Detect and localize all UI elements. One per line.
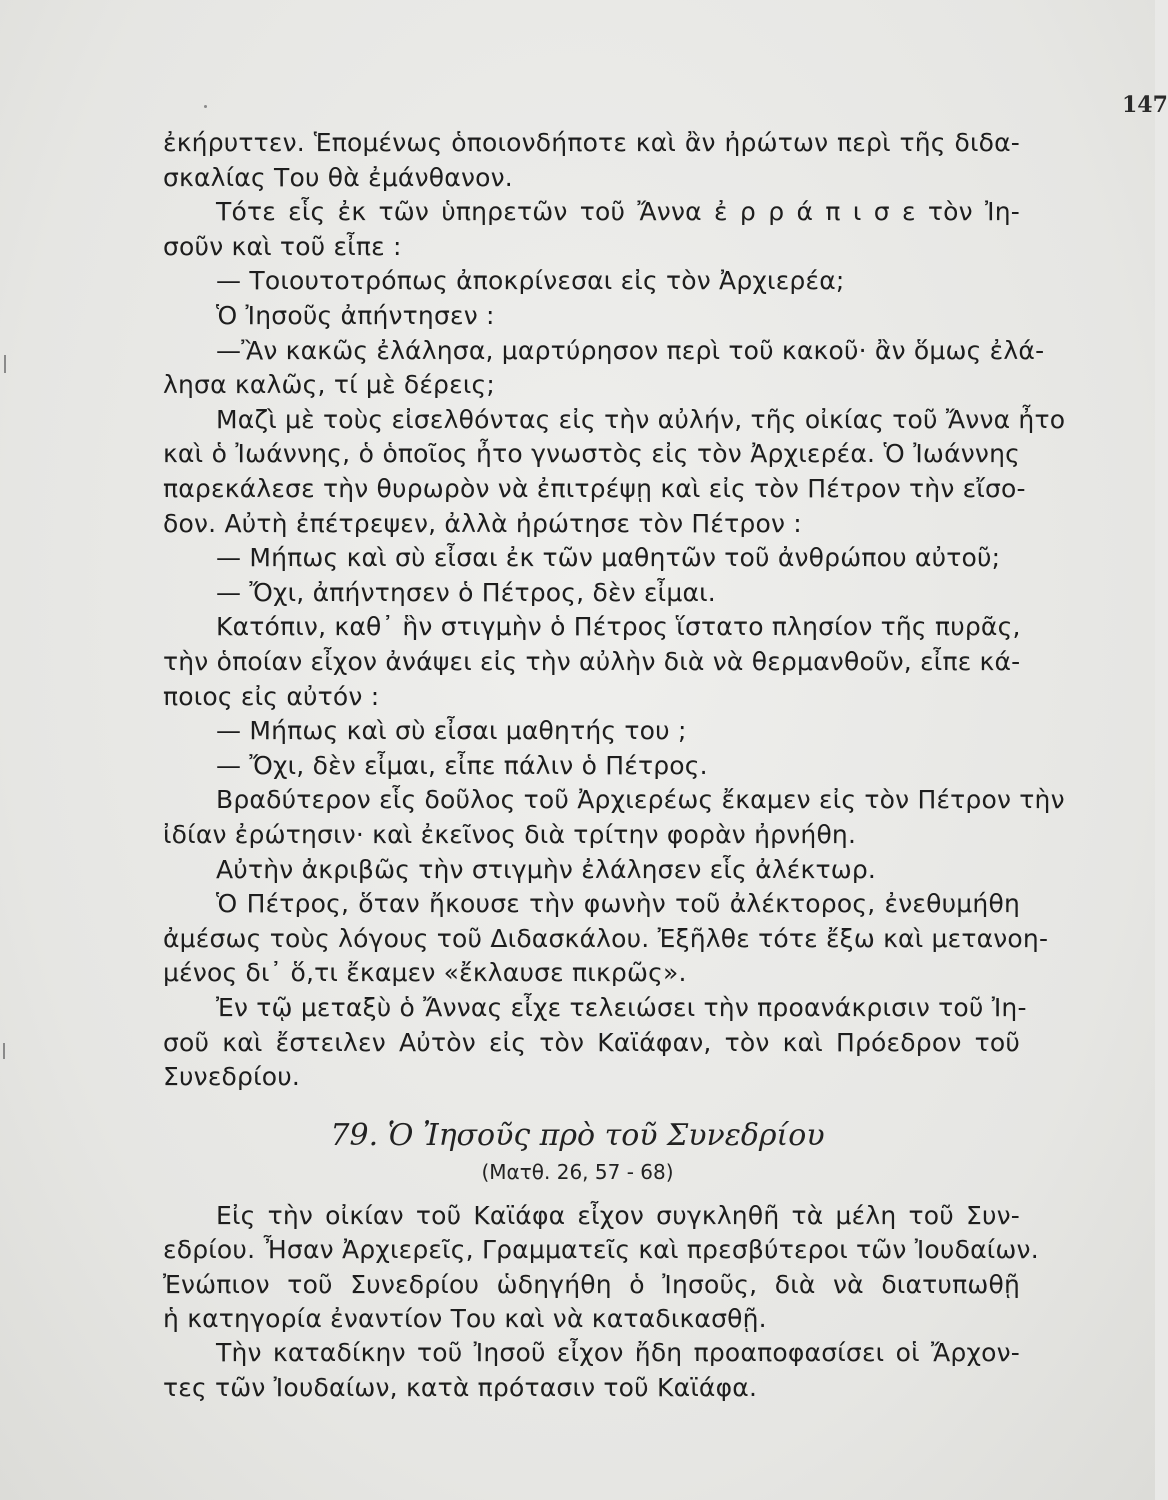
text-line: ἡ κατηγορία ἐναντίον Του καὶ νὰ καταδικασθῇ. <box>163 1303 767 1333</box>
section-title: 79. Ὁ Ἰησοῦς πρὸ τοῦ Συνεδρίου <box>330 1118 825 1153</box>
text-line: Βραδύτερον εἷς δοῦλος τοῦ Ἀρχιερέως ἔκαμεν εἰς τὸν Πέτρον τὴν <box>216 785 1065 815</box>
text-line: Ὁ Ἰησοῦς ἀπήντησεν : <box>216 301 495 330</box>
page-number: 147 <box>1122 92 1168 118</box>
text-line: σοῦ καὶ ἔστειλεν Αὐτὸν εἰς τὸν Καϊάφαν, τὸν καὶ Πρόεδρον τοῦ <box>163 1027 1020 1057</box>
text-line: παρεκάλεσε τὴν θυρωρὸν νὰ ἐπιτρέψῃ καὶ εἰς τὸν Πέτρον τὴν εἴσο- <box>163 474 1026 503</box>
text-line: Ὁ Πέτρος, ὅταν ἤκουσε τὴν φωνὴν τοῦ ἀλέκτορος, ἐνεθυμήθη <box>216 889 1020 919</box>
text-line: ἰδίαν ἐρώτησιν· καὶ ἐκεῖνος διὰ τρίτην φορὰν ἠρνήθη. <box>163 820 857 849</box>
text-line: —Ἂν κακῶς ἐλάλησα, μαρτύρησον περὶ τοῦ κακοῦ· ἂν ὅμως ἐλά- <box>216 335 1045 365</box>
text-line: ἀμέσως τοὺς λόγους τοῦ Διδασκάλου. Ἐξῆλθε τότε ἔξω καὶ μετανοη- <box>163 923 1049 953</box>
text-line: σοῦν καὶ τοῦ εἶπε : <box>163 231 402 261</box>
margin-mark <box>4 355 6 373</box>
text-line: Αὐτὴν ἀκριβῶς τὴν στιγμὴν ἐλάλησεν εἷς ἀλέκτωρ. <box>216 854 877 884</box>
text-line: Ἐνώπιον τοῦ Συνεδρίου ὡδηγήθη ὁ Ἰησοῦς, διὰ νὰ διατυπωθῇ <box>163 1269 1020 1299</box>
text-line: ἐκήρυττεν. Ἑπομένως ὁποιονδήποτε καὶ ἂν ἠρώτων περὶ τῆς διδα- <box>163 128 1020 157</box>
text-line: — Τοιουτοτρόπως ἀποκρίνεσαι εἰς τὸν Ἀρχιερέα; <box>216 266 845 296</box>
text-line: καὶ ὁ Ἰωάννης, ὁ ὁποῖος ἦτο γνωστὸς εἰς τὸν Ἀρχιερέα. Ὁ Ἰωάννης <box>163 439 1020 469</box>
section-reference: (Ματθ. 26, 57 - 68) <box>481 1160 674 1184</box>
text-line: σκαλίας Του θὰ ἐμάνθανον. <box>163 162 513 192</box>
text-line: ποιος εἰς αὐτόν : <box>163 681 380 711</box>
text-line: τὴν ὁποίαν εἶχον ἀνάψει εἰς τὴν αὐλὴν διὰ νὰ θερμανθοῦν, εἶπε κά- <box>163 647 1021 676</box>
text-line: Συνεδρίου. <box>163 1062 301 1092</box>
text-line: — Μήπως καὶ σὺ εἶσαι ἐκ τῶν μαθητῶν τοῦ ἀνθρώπου αὐτοῦ; <box>216 543 1001 573</box>
text-line: εδρίου. Ἦσαν Ἀρχιερεῖς, Γραμματεῖς καὶ πρεσβύτεροι τῶν Ἰουδαίων. <box>163 1235 1039 1265</box>
margin-mark <box>204 105 207 108</box>
text-line: Τὴν καταδίκην τοῦ Ἰησοῦ εἶχον ἤδη προαποφασίσει οἱ Ἄρχον- <box>216 1338 1020 1368</box>
text-line: Μαζὶ μὲ τοὺς εἰσελθόντας εἰς τὴν αὐλήν, τῆς οἰκίας τοῦ Ἄννα ἦτο <box>216 404 1066 434</box>
text-line: δον. Αὐτὴ ἐπέτρεψεν, ἀλλὰ ἠρώτησε τὸν Πέτρον : <box>163 508 802 538</box>
text-line: — Ὄχι, δὲν εἶμαι, εἶπε πάλιν ὁ Πέτρος. <box>216 750 708 780</box>
text-line: μένος δι᾽ ὅ,τι ἔκαμεν «ἔκλαυσε πικρῶς». <box>163 958 687 988</box>
margin-mark <box>3 1043 5 1059</box>
text-line: — Μήπως καὶ σὺ εἶσαι μαθητής του ; <box>216 716 687 746</box>
text-line: — Ὄχι, ἀπήντησεν ὁ Πέτρος, δὲν εἶμαι. <box>216 577 716 607</box>
text-line: Ἐν τῷ μεταξὺ ὁ Ἄννας εἶχε τελειώσει τὴν προανάκρισιν τοῦ Ἰη- <box>216 993 1027 1022</box>
text-line: τες τῶν Ἰουδαίων, κατὰ πρότασιν τοῦ Καϊάφα. <box>163 1372 758 1402</box>
text-line: Τότε εἷς ἐκ τῶν ὑπηρετῶν τοῦ Ἄννα ἐ ρ ρ ά π ι σ ε τὸν Ἰη- <box>216 197 1020 227</box>
text-line: Εἰς τὴν οἰκίαν τοῦ Καϊάφα εἶχον συγκληθῆ τὰ μέλη τοῦ Συν- <box>216 1201 1020 1230</box>
text-line: λησα καλῶς, τί μὲ δέρεις; <box>163 370 495 400</box>
text-line: Κατόπιν, καθ᾽ ἣν στιγμὴν ὁ Πέτρος ἵστατο πλησίον τῆς πυρᾶς, <box>216 612 1021 642</box>
